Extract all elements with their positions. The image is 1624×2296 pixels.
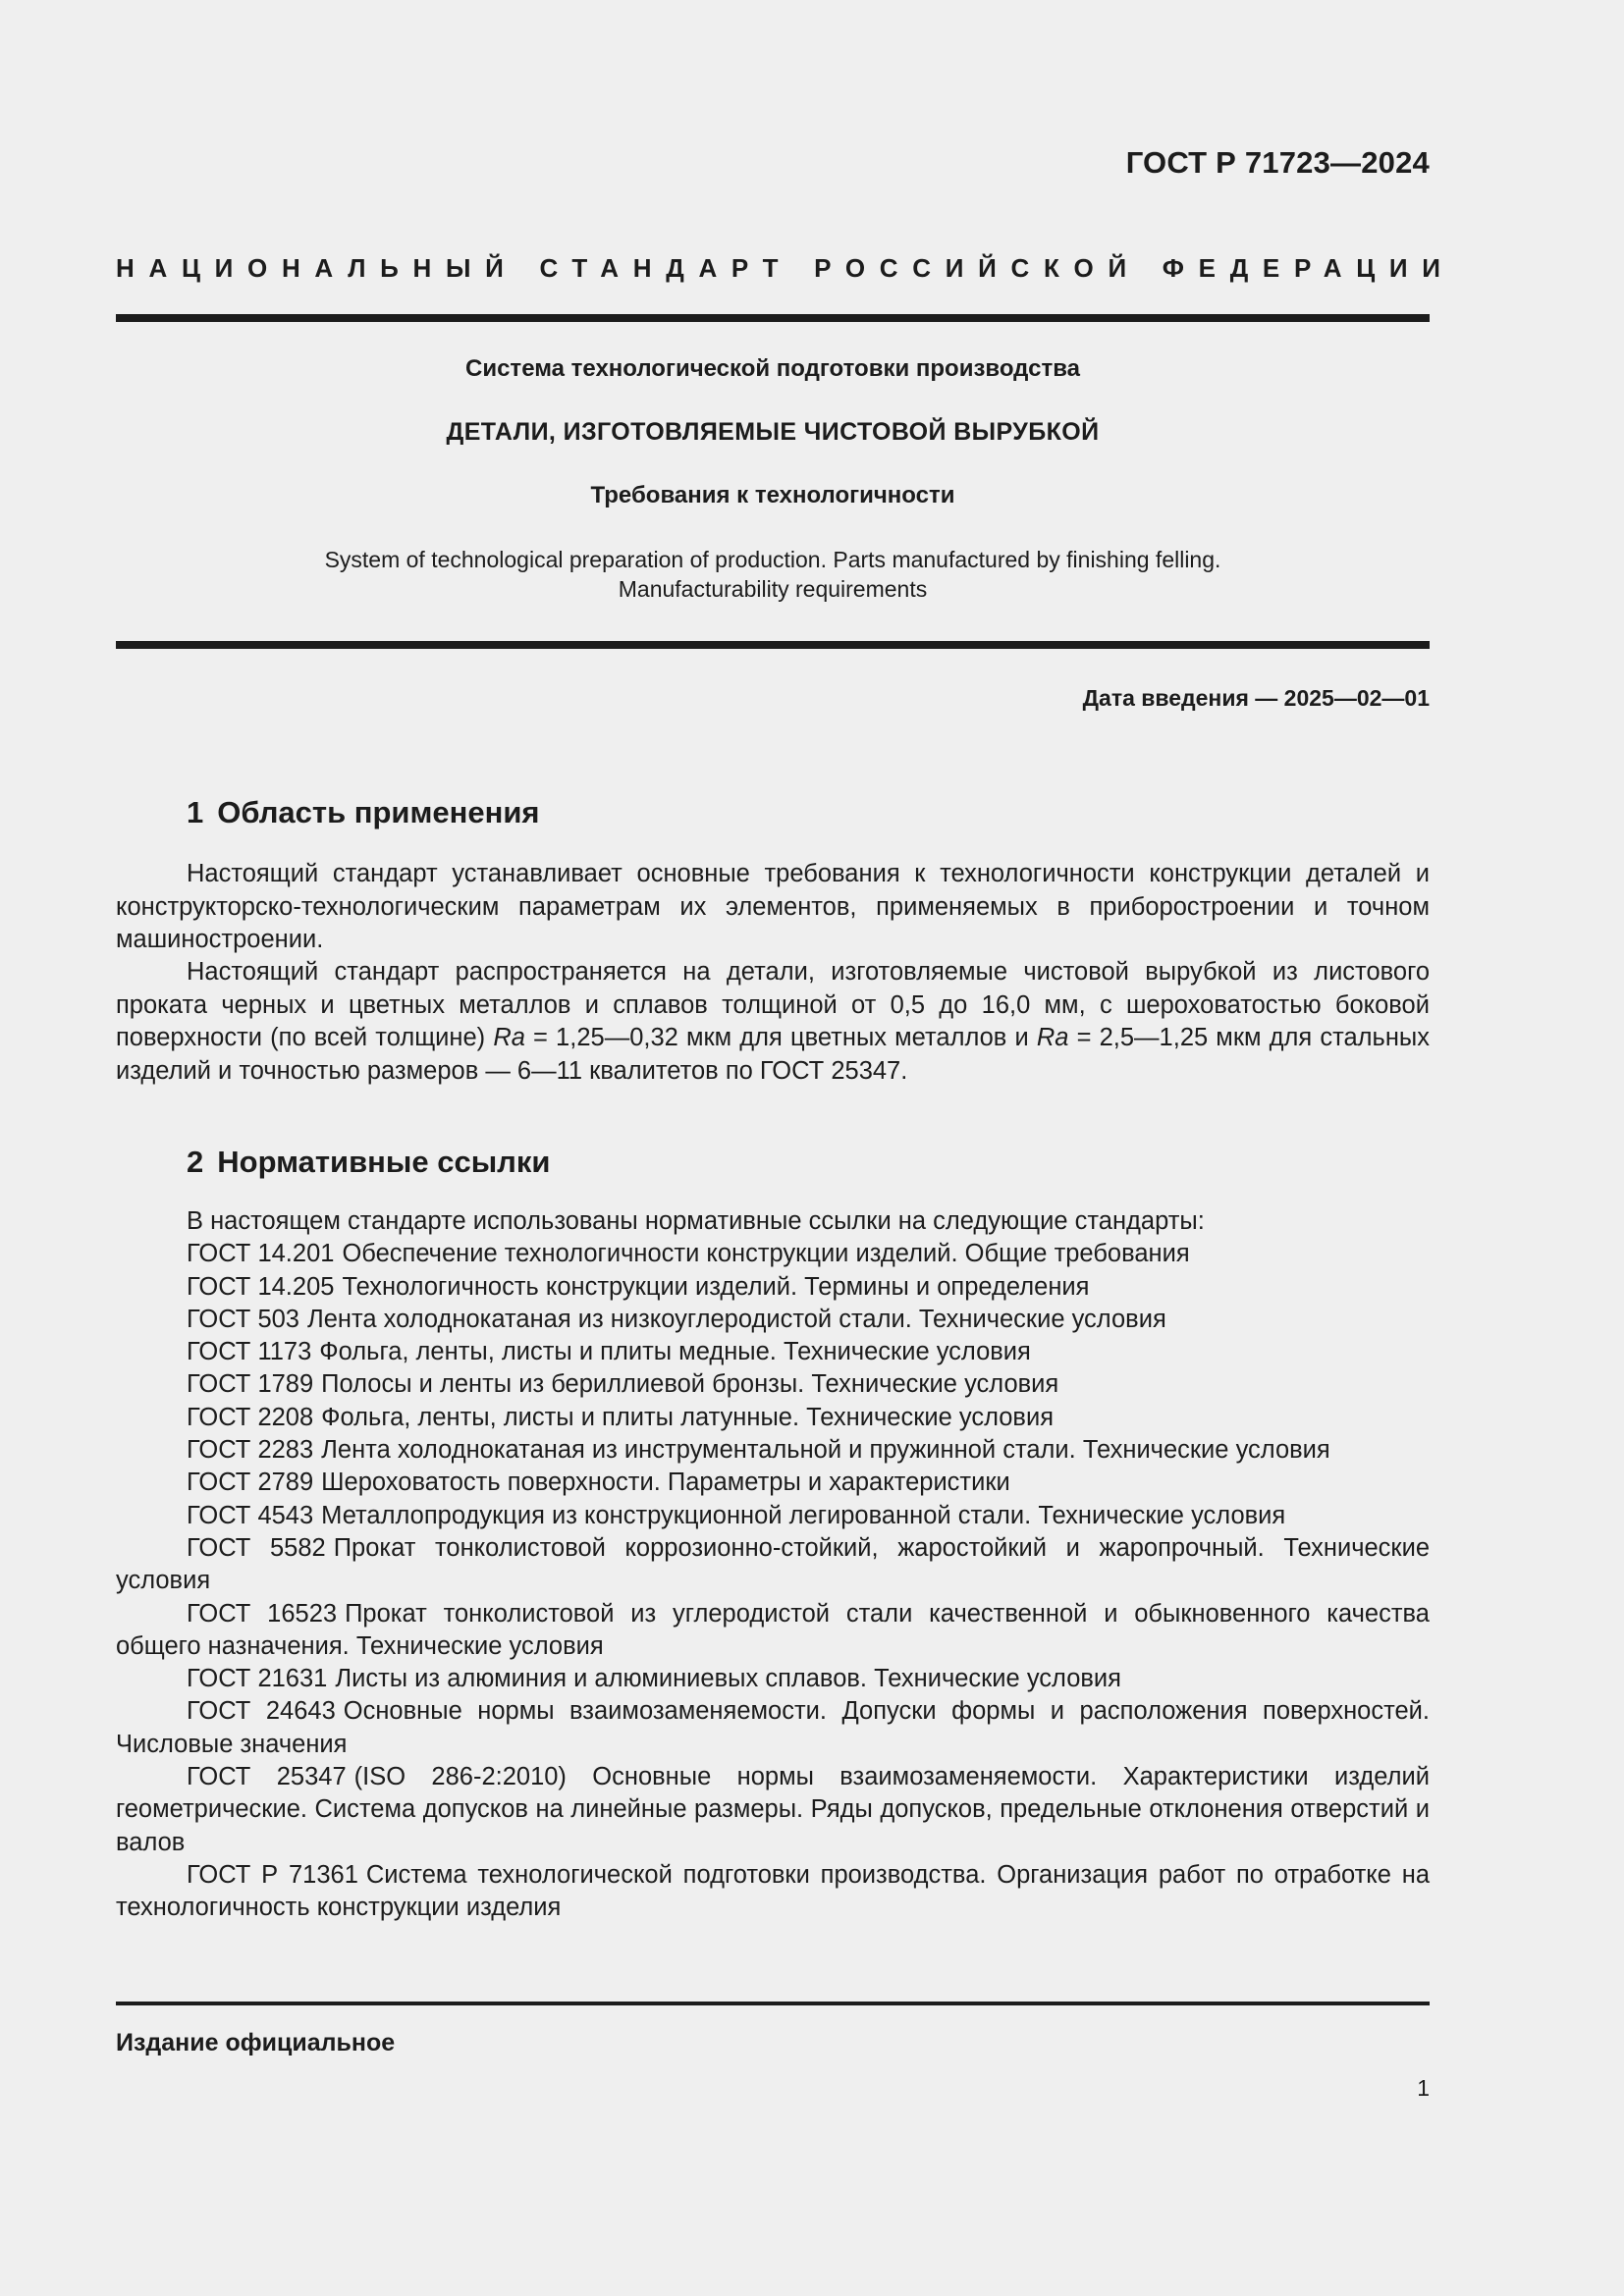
section-2-title: Нормативные ссылки xyxy=(217,1145,551,1179)
reference-item: ГОСТ 21631 Листы из алюминия и алюминиевых сплавов. Технические условия xyxy=(187,1665,1121,1693)
reference-item: ГОСТ 14.201 Обеспечение технологичности конструкции изделий. Общие требования xyxy=(187,1240,1190,1268)
reference-item: ГОСТ 4543 Металлопродукция из конструкционной легированной стали. Технические условия xyxy=(187,1501,1286,1529)
system-title: Система технологической подготовки производства xyxy=(465,355,1080,382)
ra-symbol: Ra xyxy=(493,1024,525,1051)
normative-references-list xyxy=(116,1205,1430,1925)
reference-item: ГОСТ 5582 Прокат тонколистовой коррозионно-стойкий, жаростойкий и жаропрочный. Технические условия xyxy=(116,1533,1431,1595)
reference-item: ГОСТ 24643 Основные нормы взаимозаменяемости. Допуски формы и расположения поверхностей. Числовые значения xyxy=(116,1697,1431,1758)
reference-item: ГОСТ 1173 Фольга, ленты, листы и плиты медные. Технические условия xyxy=(187,1338,1031,1366)
national-standard-heading: НАЦИОНАЛЬНЫЙ СТАНДАРТ РОССИЙСКОЙ ФЕДЕРАЦИИ xyxy=(116,253,1455,283)
reference-item: ГОСТ 25347 (ISO 286-2:2010) Основные нормы взаимозаменяемости. Характеристики изделий геометрические. Система допусков на линейные размеры. Ряды допусков, предельные отклонения отверстий и валов xyxy=(116,1763,1430,1856)
reference-item: ГОСТ 2789 Шероховатость поверхности. Параметры и характеристики xyxy=(187,1468,1010,1497)
reference-item: ГОСТ 2283 Лента холоднокатаная из инструментальной и пружинной стали. Технические условия xyxy=(187,1436,1330,1465)
section-1-heading xyxy=(187,795,540,830)
english-title-line-2: Manufacturability requirements xyxy=(618,576,928,602)
reference-item: ГОСТ 16523 Прокат тонколистовой из углеродистой стали качественной и обыкновенного качества общего назначения. Технические условия xyxy=(116,1599,1430,1660)
introduction-date: Дата введения — 2025—02—01 xyxy=(1082,685,1430,711)
top-rule xyxy=(116,314,1430,322)
main-title: ДЕТАЛИ, ИЗГОТОВЛЯЕМЫЕ ЧИСТОВОЙ ВЫРУБКОЙ xyxy=(446,418,1100,446)
reference-item: ГОСТ Р 71361 Система технологической подготовки производства. Организация работ по отработке на технологичность конструкции изделия xyxy=(116,1860,1430,1922)
section-1-number: 1 xyxy=(187,795,204,829)
sub-title: Требования к технологичности xyxy=(590,482,955,508)
reference-item: ГОСТ 2208 Фольга, ленты, листы и плиты латунные. Технические условия xyxy=(187,1403,1055,1431)
page-number: 1 xyxy=(1417,2075,1430,2101)
section-2-heading xyxy=(187,1145,550,1180)
edition-label: Издание официальное xyxy=(116,2029,396,2056)
title-bottom-rule xyxy=(116,641,1430,649)
document-id: ГОСТ Р 71723—2024 xyxy=(1125,145,1430,180)
english-title xyxy=(116,545,1430,604)
section-1-paragraph-2: Настоящий стандарт распространяется на детали, изготовляемые чистовой вырубкой из листового проката черных и цветных металлов и сплавов толщиной от 0,5 до 16,0 мм, с шероховатостью боковой поверхности (по всей толщине) Ra = 1,25—0,32 мкм для цветных металлов и Ra = 2,5—1,25 мкм для стальных изделий и точностью размеров — 6—11 квалитетов по ГОСТ 25347. xyxy=(116,958,1430,1085)
section-1-paragraph-1: Настоящий стандарт устанавливает основные требования к технологичности конструкции деталей и конструкторско-технологическим параметрам их элементов, применяемых в приборостроении и точном машиностроении. xyxy=(116,860,1430,953)
references-intro: В настоящем стандарте использованы нормативные ссылки на следующие стандарты: xyxy=(187,1207,1205,1235)
ra-symbol: Ra xyxy=(1036,1024,1069,1051)
footer-rule xyxy=(116,2002,1430,2005)
section-1-title: Область применения xyxy=(217,795,540,829)
reference-item: ГОСТ 1789 Полосы и ленты из бериллиевой бронзы. Технические условия xyxy=(187,1370,1059,1399)
english-title-line-1: System of technological preparation of production. Parts manufactured by finishing felling. xyxy=(324,547,1221,572)
document-page xyxy=(116,0,1455,2296)
reference-item: ГОСТ 14.205 Технологичность конструкции изделий. Термины и определения xyxy=(187,1272,1090,1301)
reference-item: ГОСТ 503 Лента холоднокатаная из низкоуглеродистой стали. Технические условия xyxy=(187,1305,1166,1333)
section-2-number: 2 xyxy=(187,1145,204,1179)
